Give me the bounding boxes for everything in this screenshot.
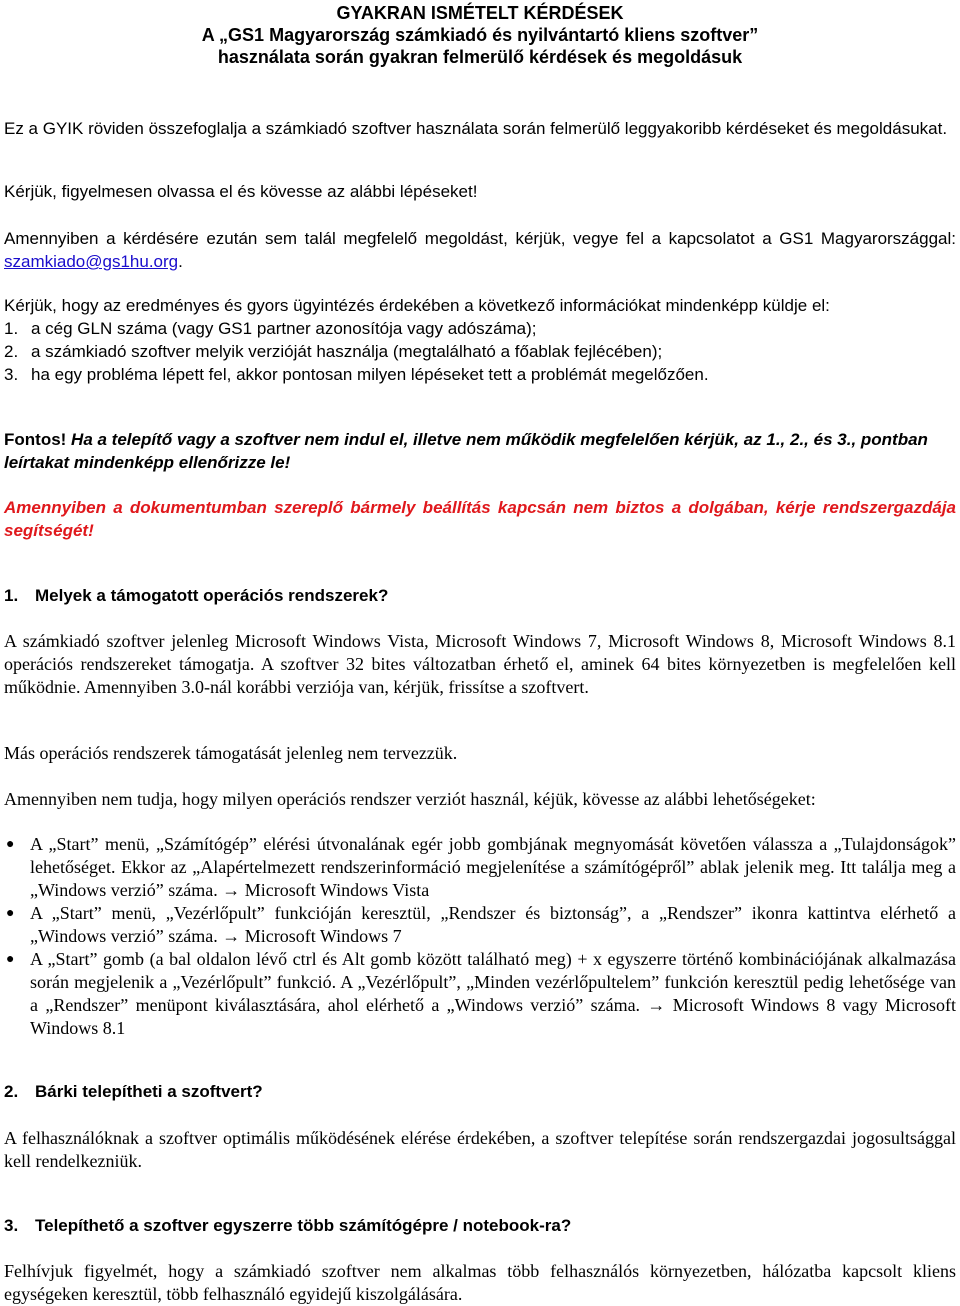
- q1-bullet-list: [4, 833, 956, 1040]
- question-3-heading: [4, 1215, 571, 1237]
- contact-text: Amennyiben a kérdésére ezután sem talál megfelelő megoldást, kérjük, vegye fel a kapcsolatot a GS1 Magyarországgal:: [4, 229, 956, 248]
- contact-email-link[interactable]: szamkiado@gs1hu.org: [4, 252, 179, 271]
- list-item: [4, 317, 956, 340]
- q1-answer-paragraph: A számkiadó szoftver jelenleg Microsoft Windows Vista, Microsoft Windows 7, Microsoft Windows 8, Microsoft Windows 8.1 operációs rendszereket támogatja. A szoftver 32 bites változatban érhető el, aminek 64 bites környezetben is megfelelően kell működnie. Amennyiben 3.0-nál korábbi verziója van, kérjük, frissítse a szoftvert.: [4, 631, 956, 697]
- q2-answer-paragraph: A felhasználóknak a szoftver optimális működésének elérése érdekében, a szoftver telepítése során rendszergazdai jogosultsággal kell rendelkezniük.: [4, 1128, 956, 1171]
- list-text: a számkiadó szoftver melyik verzióját használja (megtalálható a főablak fejlécében);: [31, 342, 663, 361]
- question-number: 2.: [4, 1082, 19, 1101]
- title-line-3: használata során gyakran felmerülő kérdések és megoldásuk: [217, 47, 743, 67]
- question-title: Melyek a támogatott operációs rendszerek?: [35, 586, 389, 605]
- title-line-2: A „GS1 Magyarország számkiadó és nyilvántartó kliens szoftver”: [201, 25, 759, 45]
- warning-notice: Amennyiben a dokumentumban szereplő bármely beállítás kapcsán nem biztos a dolgában, kérje rendszergazdája segítségét!: [4, 498, 956, 540]
- intro-paragraph: Ez a GYIK röviden összefoglalja a számkiadó szoftver használata során felmerülő leggyakoribb kérdéseket és megoldásukat.: [4, 119, 948, 138]
- important-label: Fontos!: [4, 430, 67, 449]
- list-item: [4, 833, 956, 902]
- bullet-icon: ●: [6, 837, 15, 852]
- important-text: Ha a telepítő vagy a szoftver nem indul el, illetve nem működik megfelelően kérjük, az 1., 2., és 3., pontban leírtakat mindenképp ellenőrizze le!: [4, 430, 928, 472]
- important-notice: [4, 428, 956, 474]
- list-item: [4, 902, 956, 948]
- question-number: 1.: [4, 586, 19, 605]
- list-item: [4, 363, 956, 386]
- contact-paragraph: [4, 227, 956, 273]
- list-text: A „Start” menü, „Számítógép” elérési útvonalának egér jobb gombjának megnyomását követően válassza a „Tulajdonságok” lehetőséget. Ekkor az „Alapértelmezett rendszerinformáció megjelenítése a számítógépről” ablak jelenik meg. Itt találja meg a „Windows verzió” száma. → Microsoft Windows Vista: [30, 834, 956, 900]
- list-item: [4, 340, 956, 363]
- title-line-1: GYAKRAN ISMÉTELT KÉRDÉSEK: [336, 3, 624, 23]
- question-title: Telepíthető a szoftver egyszerre több számítógépre / notebook-ra?: [35, 1216, 572, 1235]
- question-2-heading: [4, 1081, 263, 1103]
- required-info-intro: Kérjük, hogy az eredményes és gyors ügyintézés érdekében a következő információkat mindenképp küldje el:: [4, 296, 830, 315]
- list-text: a cég GLN száma (vagy GS1 partner azonosítója vagy adószáma);: [31, 319, 537, 338]
- list-text: A „Start” gomb (a bal oldalon lévő ctrl és Alt gomb között található meg) + x egyszerre történő kombinációjának alkalmazása során megjelenik a „Vezérlőpult” funkció. A „Vezérlőpult”, „Minden vezérlőpultelem” funkción keresztül pedig lehetősége van a „Rendszer” menüpont kiválasztására, ahol elérhető a „Windows verzió” száma. → Microsoft Windows 8 vagy Microsoft Windows 8.1: [30, 949, 956, 1038]
- bullet-icon: ●: [6, 906, 15, 921]
- list-text: ha egy probléma lépett fel, akkor pontosan milyen lépéseket tett a problémát megelőzően.: [31, 365, 709, 384]
- q3-answer-paragraph: Felhívjuk figyelmét, hogy a számkiadó szoftver nem alkalmas több felhasználós környezetben, hálózatba kapcsolt kliens egységeken keresztül, több felhasználó egyidejű kiszolgálására.: [4, 1261, 956, 1304]
- question-title: Bárki telepítheti a szoftvert?: [35, 1082, 263, 1101]
- q1-other-os-paragraph: Más operációs rendszerek támogatását jelenleg nem tervezzük.: [4, 743, 458, 763]
- list-number: 3.: [4, 365, 19, 384]
- document-title: [0, 2, 960, 68]
- list-text: A „Start” menü, „Vezérlőpult” funkcióján keresztül, „Rendszer és biztonság”, a „Rendszer” ikonra kattintva elérhető a „Windows verzió” száma. → Microsoft Windows 7: [30, 903, 956, 946]
- list-number: 1.: [4, 319, 19, 338]
- question-number: 3.: [4, 1216, 19, 1235]
- contact-text-end: .: [178, 252, 183, 271]
- question-1-heading: [4, 585, 388, 607]
- bullet-icon: ●: [6, 952, 15, 967]
- list-item: [4, 948, 956, 1040]
- q1-how-to-check-paragraph: Amennyiben nem tudja, hogy milyen operációs rendszer verziót használ, kéjük, kövesse az alábbi lehetőségeket:: [4, 789, 816, 809]
- instruction-paragraph: Kérjük, figyelmesen olvassa el és kövesse az alábbi lépéseket!: [4, 182, 478, 201]
- required-info-section: [4, 294, 956, 386]
- list-number: 2.: [4, 342, 19, 361]
